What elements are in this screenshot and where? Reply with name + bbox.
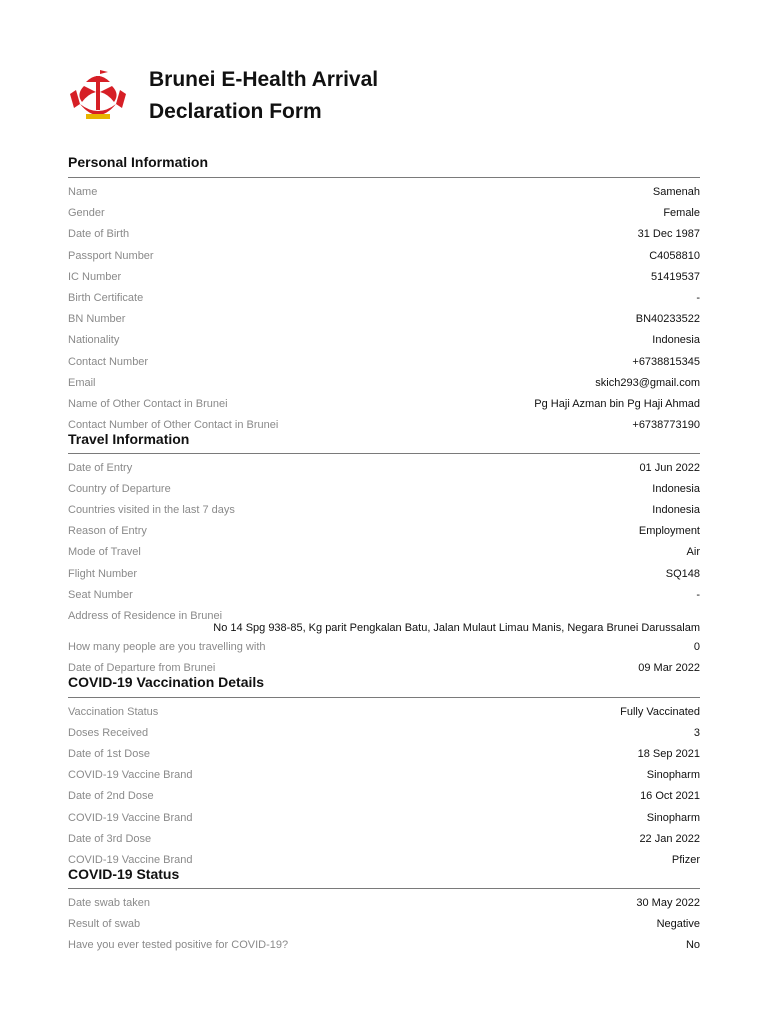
field-value: skich293@gmail.com xyxy=(595,377,700,389)
field-label: Birth Certificate xyxy=(68,292,144,304)
form-title-line-2: Declaration Form xyxy=(149,100,322,123)
field-label: Date of 3rd Dose xyxy=(68,833,152,845)
field-value: BN40233522 xyxy=(635,313,700,325)
field-label: Mode of Travel xyxy=(68,546,141,558)
field-row xyxy=(68,271,700,289)
field-row xyxy=(68,356,700,374)
section-divider xyxy=(68,177,700,178)
field-value: Pg Haji Azman bin Pg Haji Ahmad xyxy=(534,398,700,410)
section-divider xyxy=(68,888,700,889)
field-row xyxy=(68,250,700,268)
field-value: - xyxy=(696,589,700,601)
field-label: Seat Number xyxy=(68,589,133,601)
field-value: 01 Jun 2022 xyxy=(639,462,700,474)
field-row xyxy=(68,377,700,395)
field-label: BN Number xyxy=(68,313,126,325)
field-value: Negative xyxy=(656,918,700,930)
field-label: Name of Other Contact in Brunei xyxy=(68,398,228,410)
field-label: Date of Entry xyxy=(68,462,133,474)
section-title-vaccination: COVID-19 Vaccination Details xyxy=(68,674,265,690)
field-value: Air xyxy=(686,546,700,558)
section-title-personal: Personal Information xyxy=(68,154,209,170)
field-row xyxy=(68,769,700,787)
field-label: Date of Departure from Brunei xyxy=(68,662,216,674)
field-row xyxy=(68,833,700,851)
field-value: Sinopharm xyxy=(646,812,700,824)
field-value: Fully Vaccinated xyxy=(620,706,700,718)
field-row xyxy=(68,228,700,246)
field-value: 3 xyxy=(693,727,700,739)
section-divider xyxy=(68,453,700,454)
field-row xyxy=(68,727,700,745)
field-label: COVID-19 Vaccine Brand xyxy=(68,812,193,824)
field-row xyxy=(68,313,700,331)
form-title xyxy=(149,64,378,128)
field-value: No 14 Spg 938-85, Kg parit Pengkalan Batu, Jalan Mulaut Limau Manis, Negara Brunei Darussalam xyxy=(213,622,700,634)
field-label: Date of 1st Dose xyxy=(68,748,150,760)
field-value: Employment xyxy=(638,525,700,537)
field-value: 22 Jan 2022 xyxy=(639,833,700,845)
field-label: How many people are you travelling with xyxy=(68,641,266,653)
field-row xyxy=(68,398,700,416)
field-label: Name xyxy=(68,186,98,198)
field-label: Email xyxy=(68,377,96,389)
field-value: 0 xyxy=(693,641,700,653)
field-row xyxy=(68,748,700,766)
field-row xyxy=(68,186,700,204)
field-label: Result of swab xyxy=(68,918,141,930)
field-row xyxy=(68,207,700,225)
field-label: Date swab taken xyxy=(68,897,150,909)
field-value: Indonesia xyxy=(652,504,700,516)
field-value: 51419537 xyxy=(651,271,700,283)
section-divider xyxy=(68,697,700,698)
field-value: +6738773190 xyxy=(632,419,700,431)
field-label: Passport Number xyxy=(68,250,154,262)
field-label: Have you ever tested positive for COVID-19? xyxy=(68,939,289,951)
field-value: 18 Sep 2021 xyxy=(637,748,700,760)
field-label: Country of Departure xyxy=(68,483,171,495)
field-row xyxy=(68,641,700,659)
field-label: COVID-19 Vaccine Brand xyxy=(68,769,193,781)
field-row xyxy=(68,568,700,586)
field-row xyxy=(68,610,700,634)
field-row xyxy=(68,525,700,543)
field-label: Contact Number of Other Contact in Brunei xyxy=(68,419,279,431)
field-value: 30 May 2022 xyxy=(636,897,700,909)
field-value: SQ148 xyxy=(665,568,700,580)
field-row xyxy=(68,812,700,830)
field-row xyxy=(68,292,700,310)
field-value: Pfizer xyxy=(671,854,700,866)
field-value: Indonesia xyxy=(652,334,700,346)
field-label: Address of Residence in Brunei xyxy=(68,610,223,622)
section-title-travel: Travel Information xyxy=(68,431,190,447)
field-value: C4058810 xyxy=(649,250,700,262)
field-row xyxy=(68,504,700,522)
field-row xyxy=(68,939,700,957)
field-value: No xyxy=(685,939,700,951)
field-label: Doses Received xyxy=(68,727,149,739)
field-value: 09 Mar 2022 xyxy=(638,662,700,674)
field-label: IC Number xyxy=(68,271,122,283)
field-value: Sinopharm xyxy=(646,769,700,781)
field-row xyxy=(68,546,700,564)
field-value: 31 Dec 1987 xyxy=(637,228,700,240)
field-label: Gender xyxy=(68,207,105,219)
section-title-status: COVID-19 Status xyxy=(68,866,180,882)
field-value: +6738815345 xyxy=(632,356,700,368)
field-row xyxy=(68,462,700,480)
field-label: Date of 2nd Dose xyxy=(68,790,154,802)
field-label: Reason of Entry xyxy=(68,525,147,537)
field-label: Flight Number xyxy=(68,568,138,580)
field-label: Nationality xyxy=(68,334,120,346)
field-row xyxy=(68,483,700,501)
field-row xyxy=(68,918,700,936)
field-label: Vaccination Status xyxy=(68,706,159,718)
field-value: Female xyxy=(663,207,700,219)
field-value: Samenah xyxy=(652,186,700,198)
form-header xyxy=(66,60,706,130)
field-label: COVID-19 Vaccine Brand xyxy=(68,854,193,866)
field-value: 16 Oct 2021 xyxy=(640,790,700,802)
field-label: Contact Number xyxy=(68,356,149,368)
field-row xyxy=(68,897,700,915)
field-value: Indonesia xyxy=(652,483,700,495)
brunei-crest-logo xyxy=(66,64,130,128)
field-row xyxy=(68,334,700,352)
field-value: - xyxy=(696,292,700,304)
field-label: Date of Birth xyxy=(68,228,130,240)
field-label: Countries visited in the last 7 days xyxy=(68,504,235,516)
field-row xyxy=(68,589,700,607)
form-title-line-1: Brunei E-Health Arrival xyxy=(149,68,379,91)
field-row xyxy=(68,790,700,808)
field-row xyxy=(68,706,700,724)
